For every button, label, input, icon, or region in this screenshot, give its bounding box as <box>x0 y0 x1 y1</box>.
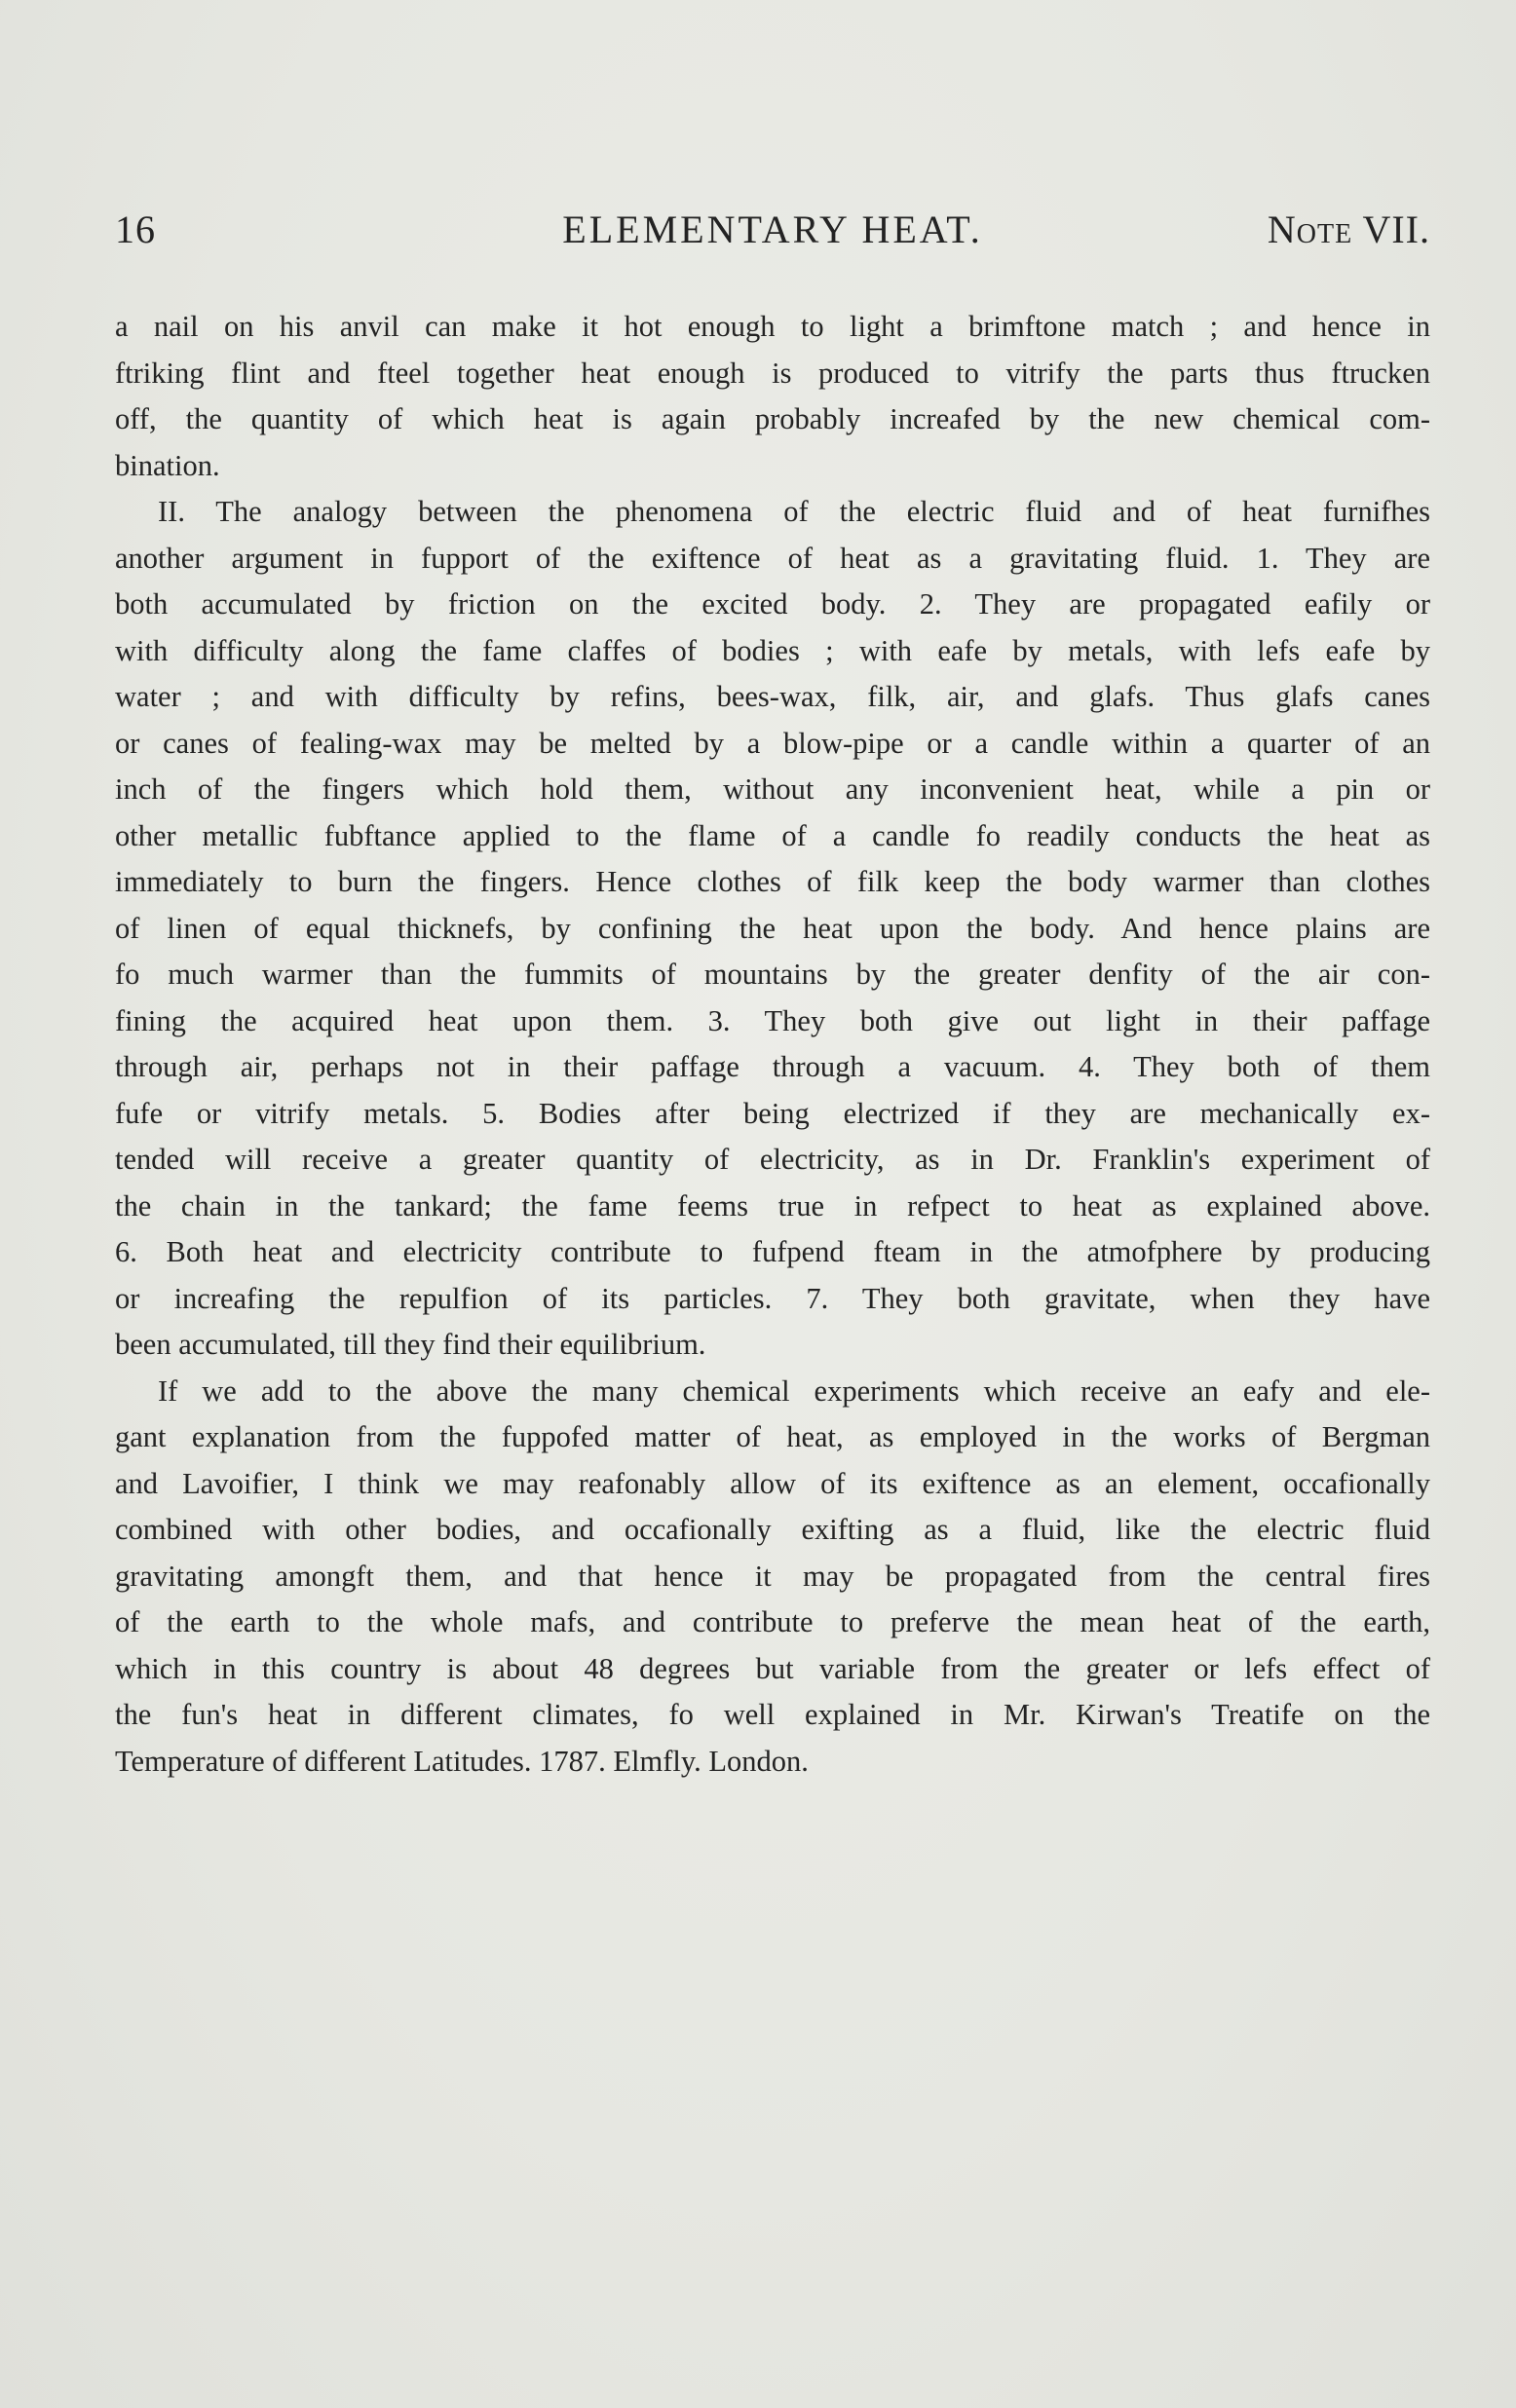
body-text <box>115 304 1430 1785</box>
text-line: inch of the fingers which hold them, without any inconvenient heat, while a pin or <box>115 772 1430 806</box>
text-line: fining the acquired heat upon them. 3. They both give out light in their paffage <box>115 1003 1430 1037</box>
text-line: which in this country is about 48 degrees but variable from the greater or lefs effect of <box>115 1651 1430 1685</box>
text-line: fo much warmer than the fummits of mountains by the greater denfity of the air con- <box>115 958 1430 991</box>
text-line: ftriking flint and fteel together heat enough is produced to vitrify the parts thus ftrucken <box>115 356 1430 390</box>
paragraph-3 <box>115 1369 1430 1786</box>
text-line: water ; and with difficulty by refins, bees-wax, filk, air, and glafs. Thus glafs canes <box>115 680 1430 713</box>
running-header <box>115 207 1430 265</box>
text-line: tended will receive a greater quantity of electricity, as in Dr. Franklin's experiment of <box>115 1143 1430 1176</box>
text-line: II. The analogy between the phenomena of the electric fluid and of heat furnifhes <box>158 495 1430 528</box>
text-line: combined with other bodies, and occafionally exifting as a fluid, like the electric fluid <box>115 1513 1430 1546</box>
paragraph-1 <box>115 304 1430 489</box>
text-line: another argument in fupport of the exiftence of heat as a gravitating fluid. 1. They are <box>115 541 1430 575</box>
text-line: If we add to the above the many chemical experiments which receive an eafy and ele- <box>158 1373 1430 1408</box>
note-label: Note VII. <box>1267 207 1430 251</box>
text-line: fufe or vitrify metals. 5. Bodies after being electrized if they are mechanically ex- <box>115 1096 1430 1130</box>
text-line: or increafing the repulfion of its particles. 7. They both gravitate, when they have <box>115 1281 1430 1315</box>
text-line: been accumulated, till they find their equilibrium. <box>115 1328 706 1361</box>
text-line: Temperature of different Latitudes. 1787. Elmfly. London. <box>115 1744 809 1778</box>
text-line: or canes of fealing-wax may be melted by a blow-pipe or a candle within a quarter of an <box>115 726 1430 760</box>
text-line: 6. Both heat and electricity contribute to fufpend fteam in the atmofphere by producing <box>115 1235 1430 1268</box>
text-line: of linen of equal thicknefs, by confining the heat upon the body. And hence plains are <box>115 911 1430 945</box>
text-line: the chain in the tankard; the fame feems true in refpect to heat as explained above. <box>115 1188 1430 1223</box>
text-line: a nail on his anvil can make it hot enough to light a brimftone match ; and hence in <box>115 310 1430 343</box>
text-line: both accumulated by friction on the excited body. 2. They are propagated eafily or <box>115 587 1430 621</box>
text-line: bination. <box>115 448 220 482</box>
text-line: and Lavoifier, I think we may reafonably allow of its exiftence as an element, occafionally <box>115 1466 1430 1500</box>
text-line: other metallic fubftance applied to the flame of a candle fo readily conducts the heat as <box>115 818 1430 852</box>
text-line: with difficulty along the fame claffes of bodies ; with eafe by metals, with lefs eafe by <box>115 633 1430 667</box>
page-title: ELEMENTARY HEAT. <box>562 207 983 251</box>
paragraph-2 <box>115 489 1430 1369</box>
text-line: off, the quantity of which heat is again probably increafed by the new chemical com- <box>115 402 1430 435</box>
text-line: of the earth to the whole mafs, and contribute to preferve the mean heat of the earth, <box>115 1605 1430 1638</box>
text-line: the fun's heat in different climates, fo well explained in Mr. Kirwan's Treatife on the <box>115 1698 1430 1731</box>
text-line: gant explanation from the fuppofed matter of heat, as employed in the works of Bergman <box>115 1420 1430 1453</box>
text-line: gravitating amongft them, and that hence it may be propagated from the central fires <box>115 1559 1430 1593</box>
text-line: through air, perhaps not in their paffage through a vacuum. 4. They both of them <box>115 1050 1430 1083</box>
page-number: 16 <box>115 207 156 251</box>
text-line: immediately to burn the fingers. Hence clothes of filk keep the body warmer than clothes <box>115 865 1430 898</box>
